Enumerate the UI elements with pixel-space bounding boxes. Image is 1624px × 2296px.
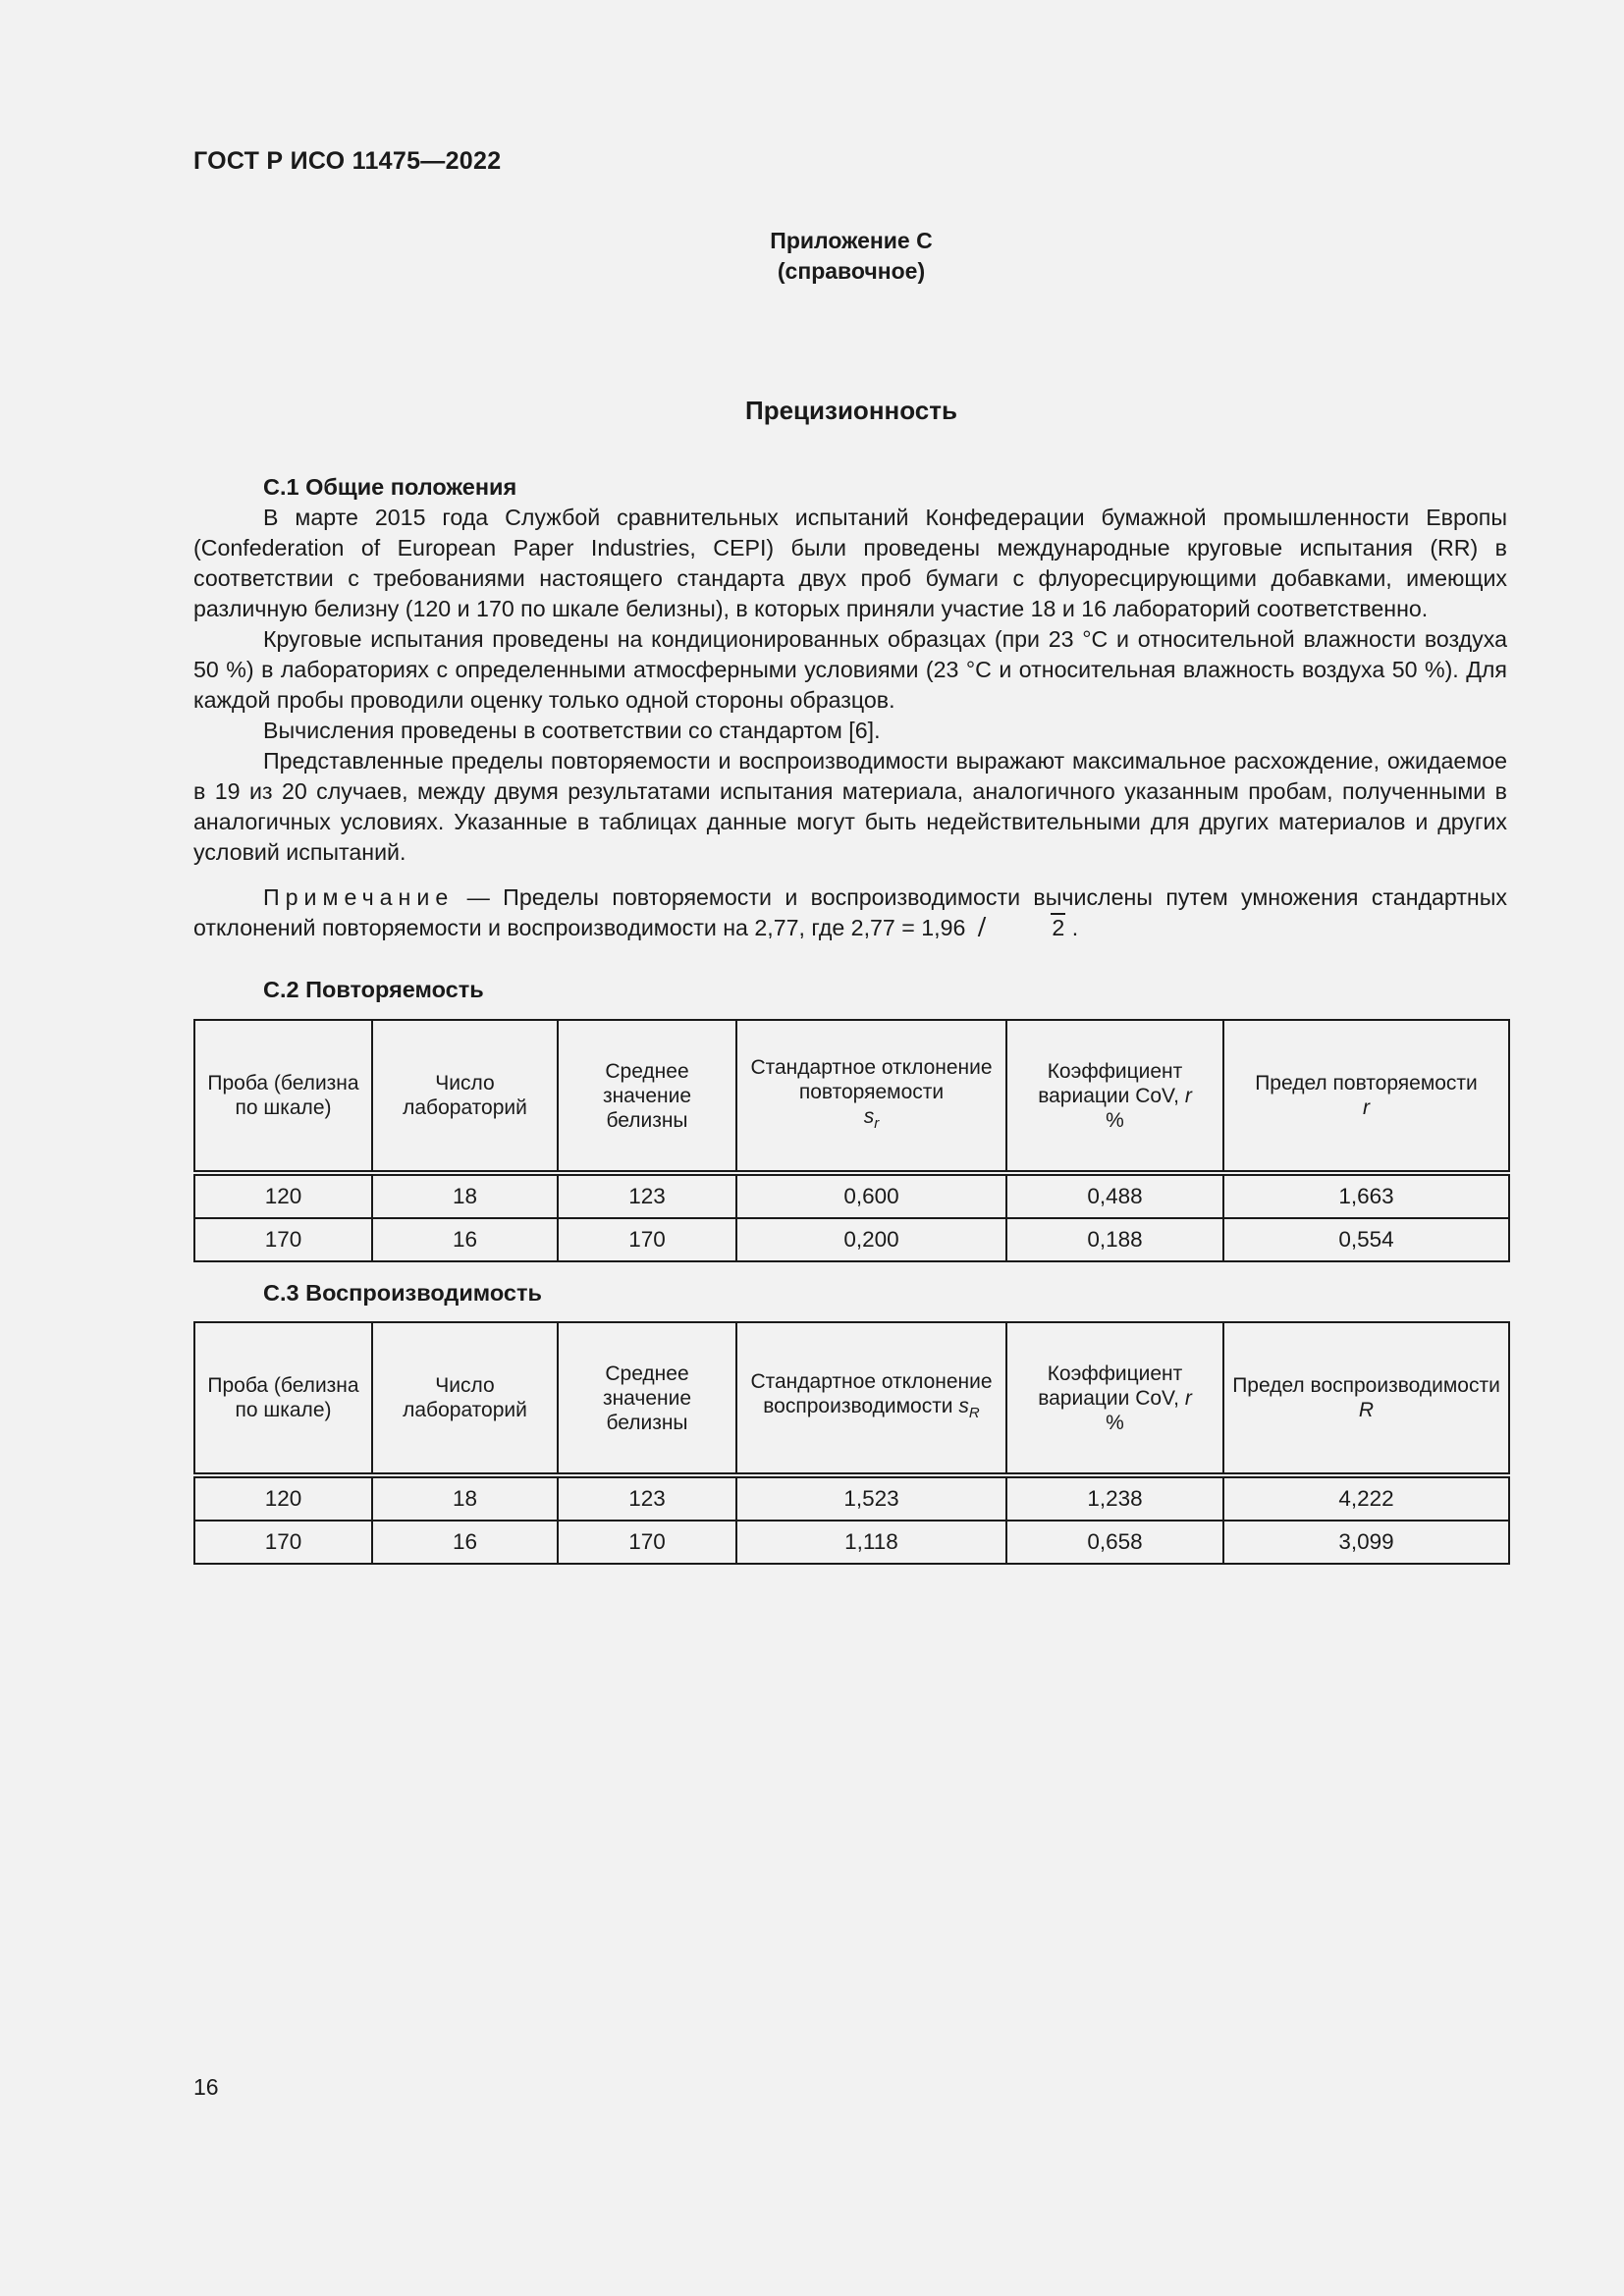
cell-mean: 123	[558, 1173, 736, 1218]
cell-sd: 0,200	[736, 1218, 1006, 1261]
note-label: Примечание	[263, 884, 455, 910]
header-sd: Стандартное отклонение воспроизводимости $s_R$	[736, 1322, 1006, 1475]
c1-heading: С.1 Общие положения	[263, 474, 517, 500]
note-end: .	[1065, 915, 1079, 940]
cell-mean: 170	[558, 1521, 736, 1564]
note	[193, 882, 1507, 943]
reproducibility-table	[193, 1321, 1510, 1565]
cell-sample: 120	[194, 1475, 372, 1521]
sqrt-radicand: 2	[1052, 915, 1065, 940]
cell-cov: 0,658	[1006, 1521, 1223, 1564]
cell-sample: 170	[194, 1521, 372, 1564]
sqrt-symbol	[967, 913, 1065, 943]
header-labs: Число лабораторий	[372, 1020, 558, 1173]
note-text: — Пределы повторяемости и воспроизводимости вычислены путем умножения стандартных отклонений повторяемости и воспроизводимости на 2,77, где 2,77 = 1,96	[193, 884, 1507, 940]
header-sample: Проба (белизна по шкале)	[194, 1020, 372, 1173]
table-row	[194, 1218, 1509, 1261]
header-cov: Коэффициент вариации CoV, r %	[1006, 1020, 1223, 1173]
table-row	[194, 1521, 1509, 1564]
appendix-kind: (справочное)	[777, 258, 926, 284]
document-code: ГОСТ Р ИСО 11475—2022	[193, 147, 502, 175]
c3-heading: С.3 Воспроизводимость	[263, 1280, 542, 1306]
cell-labs: 18	[372, 1173, 558, 1218]
cell-limit: 3,099	[1223, 1521, 1509, 1564]
table-row	[194, 1173, 1509, 1218]
c1-paragraph-3: Вычисления проведены в соответствии со стандартом [6].	[263, 718, 881, 743]
cell-labs: 16	[372, 1218, 558, 1261]
header-cov: Коэффициент вариации CoV, r %	[1006, 1322, 1223, 1475]
cell-sd: 1,118	[736, 1521, 1006, 1564]
table-header-row	[194, 1322, 1509, 1475]
cell-limit: 0,554	[1223, 1218, 1509, 1261]
cell-limit: 4,222	[1223, 1475, 1509, 1521]
general-provisions	[193, 472, 1507, 943]
header-labs: Число лабораторий	[372, 1322, 558, 1475]
c1-paragraph-1: В марте 2015 года Службой сравнительных испытаний Конфедерации бумажной промышленности Европы (Confederation of European Paper Industries, CEPI) были проведены международные круговые испытания (RR) в соответствии с требованиями настоящего стандарта двух проб бумаги с флуоресцирующими добавками, имеющих различную белизну (120 и 170 по шкале белизны), в которых приняли участие 18 и 16 лабораторий соответственно.	[193, 505, 1507, 621]
cell-mean: 170	[558, 1218, 736, 1261]
table-row	[194, 1475, 1509, 1521]
section-title: Прецизионность	[745, 396, 957, 425]
cell-cov: 0,188	[1006, 1218, 1223, 1261]
cell-sample: 120	[194, 1173, 372, 1218]
appendix-heading	[0, 226, 1624, 287]
header-mean: Среднее значение белизны	[558, 1020, 736, 1173]
cell-labs: 18	[372, 1475, 558, 1521]
page-number: 16	[193, 2074, 219, 2100]
c1-paragraph-4: Представленные пределы повторяемости и воспроизводимости выражают максимальное расхождение, ожидаемое в 19 из 20 случаев, между двумя результатами испытания материала, аналогичного указанным пробам, полученными в аналогичных условиях. Указанные в таблицах данные могут быть недействительными для других материалов и других условий испытаний.	[193, 748, 1507, 865]
cell-mean: 123	[558, 1475, 736, 1521]
cell-sd: 1,523	[736, 1475, 1006, 1521]
cell-cov: 1,238	[1006, 1475, 1223, 1521]
cell-sd: 0,600	[736, 1173, 1006, 1218]
header-sample: Проба (белизна по шкале)	[194, 1322, 372, 1475]
table-header-row	[194, 1020, 1509, 1173]
cell-labs: 16	[372, 1521, 558, 1564]
cell-sample: 170	[194, 1218, 372, 1261]
appendix-title: Приложение С	[770, 228, 933, 253]
c1-paragraph-2: Круговые испытания проведены на кондиционированных образцах (при 23 °С и относительной влажности воздуха 50 %) в лабораториях с определенными атмосферными условиями (23 °С и относительная влажность воздуха 50 %). Для каждой пробы проводили оценку только одной стороны образцов.	[193, 626, 1507, 713]
cell-cov: 0,488	[1006, 1173, 1223, 1218]
header-limit: Предел повторяемости r	[1223, 1020, 1509, 1173]
repeatability-table	[193, 1019, 1510, 1262]
cell-limit: 1,663	[1223, 1173, 1509, 1218]
header-limit: Предел воспроизводимости R	[1223, 1322, 1509, 1475]
header-sd: Стандартное отклонение повторяемости $s_r$	[736, 1020, 1006, 1173]
header-mean: Среднее значение белизны	[558, 1322, 736, 1475]
c2-heading: С.2 Повторяемость	[263, 977, 484, 1002]
